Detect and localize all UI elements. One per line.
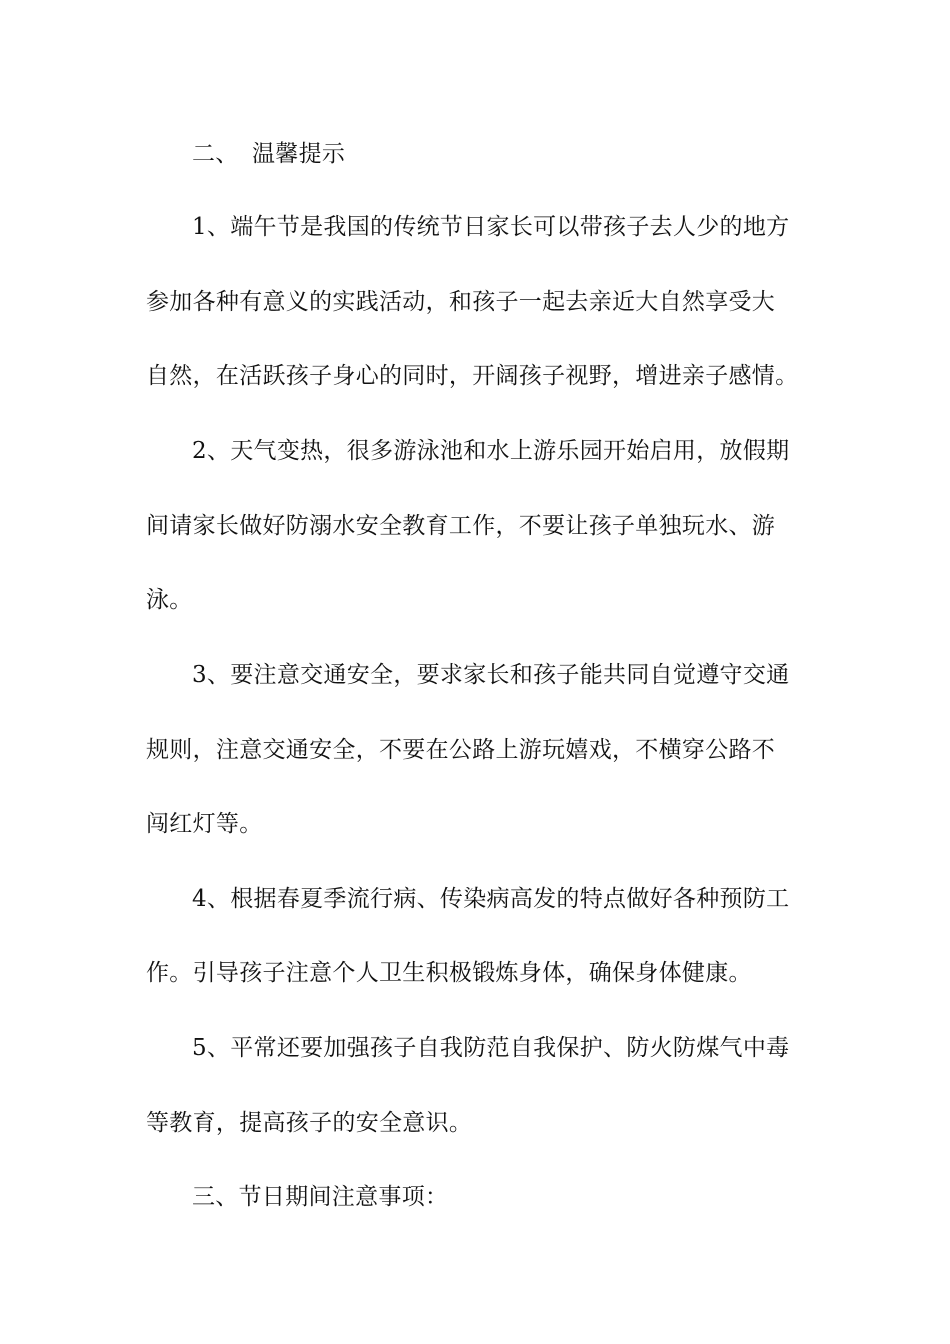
section-heading-2 [192, 139, 816, 169]
paragraph-3-line-2: 规则，注意交通安全，不要在公路上游玩嬉戏，不横穿公路不 [146, 737, 776, 763]
paragraph-5-line-2: 等教育，提高孩子的安全意识。 [146, 1110, 473, 1136]
section-heading-3: 三、节日期间注意事项： [192, 1184, 449, 1210]
paragraph-2-line-3: 泳。 [146, 587, 193, 613]
paragraph-3-line-1: 3、要注意交通安全，要求家长和孩子能共同自觉遵守交通 [192, 662, 790, 688]
section-title: 温馨提示 [252, 141, 346, 167]
paragraph-4-line-2: 作。引导孩子注意个人卫生积极锻炼身体，确保身体健康。 [146, 960, 752, 986]
paragraph-4-line-1: 4、根据春夏季流行病、传染病高发的特点做好各种预防工 [192, 886, 790, 912]
paragraph-1-line-3: 自然，在活跃孩子身心的同时，开阔孩子视野，增进亲子感情。 [146, 363, 799, 389]
paragraph-1-line-1: 1、端午节是我国的传统节日家长可以带孩子去人少的地方 [192, 214, 790, 240]
section-number: 二、 [192, 141, 239, 167]
paragraph-3-line-3: 闯红灯等。 [146, 811, 263, 837]
paragraph-5-line-1: 5、平常还要加强孩子自我防范自我保护、防火防煤气中毒 [192, 1035, 790, 1061]
paragraph-2-line-1: 2、天气变热，很多游泳池和水上游乐园开始启用，放假期 [192, 438, 790, 464]
paragraph-1-line-2: 参加各种有意义的实践活动，和孩子一起去亲近大自然享受大 [146, 289, 776, 315]
paragraph-2-line-2: 间请家长做好防溺水安全教育工作，不要让孩子单独玩水、游 [146, 513, 776, 539]
